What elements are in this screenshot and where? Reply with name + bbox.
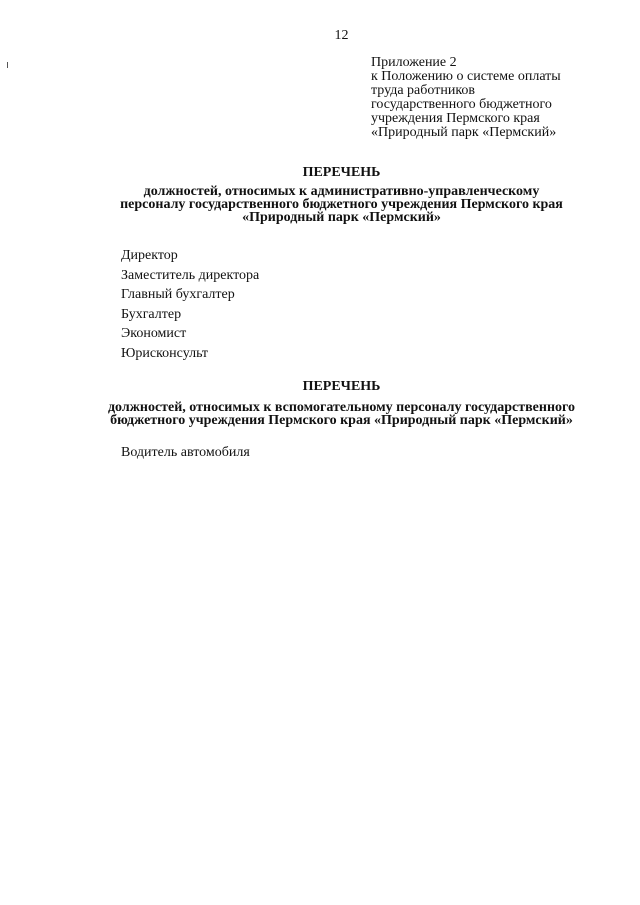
list-item: Экономист: [121, 326, 187, 342]
list-item: Директор: [121, 248, 178, 263]
appendix-line: учреждения Пермского края: [371, 111, 540, 126]
scan-artifact-mark: [7, 62, 8, 68]
list2-title: ПЕРЕЧЕНЬ: [302, 379, 381, 394]
list2-items: [121, 443, 250, 463]
list2-subtitle-line: должностей, относимых к вспомогательному персоналу государственного: [107, 400, 576, 415]
list2-subtitle-line: бюджетного учреждения Пермского края «Природный парк «Пермский»: [110, 413, 573, 428]
appendix-line: труда работников: [371, 83, 476, 98]
list-item: Заместитель директора: [121, 267, 260, 283]
page-number: 12: [334, 28, 349, 43]
list-item: Главный бухгалтер: [121, 287, 235, 303]
appendix-header: [371, 56, 621, 140]
list-item: Бухгалтер: [121, 306, 182, 322]
appendix-line: Приложение 2: [371, 55, 457, 70]
appendix-line: «Природный парк «Пермский»: [371, 125, 557, 140]
appendix-line: государственного бюджетного: [371, 97, 552, 112]
list1-subtitle: [0, 185, 640, 224]
list1-title: ПЕРЕЧЕНЬ: [302, 165, 381, 180]
list-item: Водитель автомобиля: [121, 445, 250, 460]
list1-subtitle-line: «Природный парк «Пермский»: [242, 210, 441, 225]
list-item: Юрисконсульт: [121, 345, 209, 361]
list1-items: [121, 246, 259, 364]
appendix-line: к Положению о системе оплаты: [371, 69, 561, 84]
list2-subtitle: [0, 401, 640, 427]
list1-subtitle-line: должностей, относимых к административно-управленческому: [143, 184, 540, 199]
list1-subtitle-line: персоналу государственного бюджетного учреждения Пермского края: [120, 197, 563, 212]
